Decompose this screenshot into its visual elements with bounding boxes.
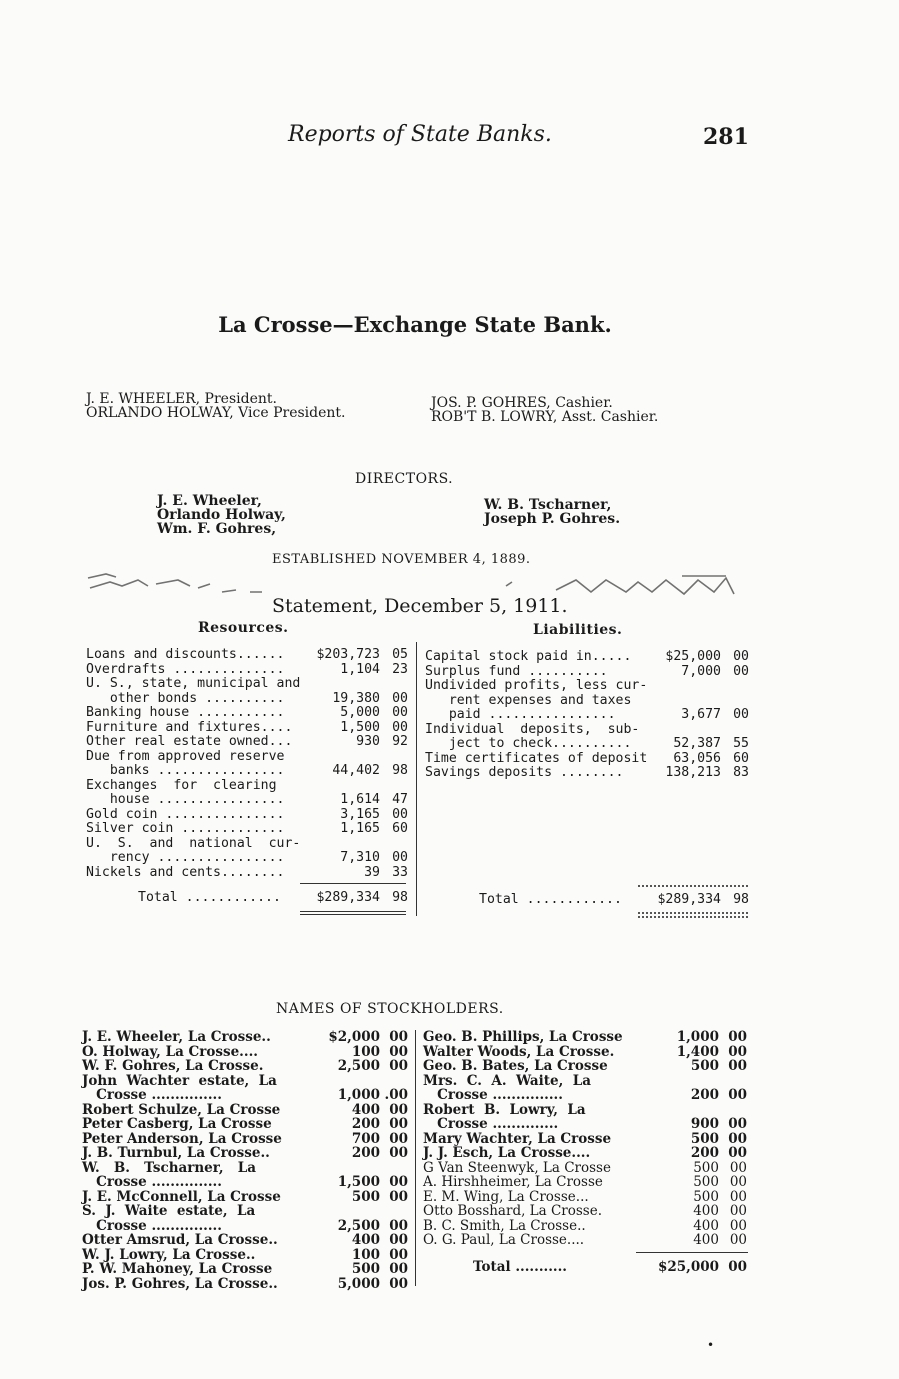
table-row [425, 737, 749, 752]
double-rule [300, 911, 406, 912]
director-name: W. B. Tscharner, [484, 497, 612, 513]
item-amount: 3,677 [681, 707, 721, 722]
liabilities-total-row [425, 893, 749, 908]
stockholders-total-row [423, 1260, 747, 1275]
item-label: Exchanges for clearing [86, 777, 277, 793]
stockholders-right-column [423, 1030, 747, 1248]
stockholder-cents: 00 [389, 1174, 408, 1190]
directors-left [157, 494, 286, 536]
director-name: J. E. Wheeler, [157, 493, 262, 509]
stockholder-name: J. E. Wheeler, La Crosse.. [82, 1029, 271, 1045]
list-item [423, 1045, 747, 1060]
list-item [82, 1175, 408, 1190]
list-item [423, 1175, 747, 1190]
stockholder-amount: 200 [690, 1145, 719, 1161]
item-cents: 00 [733, 649, 749, 664]
item-label: Silver coin ............. [86, 821, 285, 836]
item-cents: 00 [392, 806, 408, 822]
list-item [82, 1059, 408, 1074]
total-amount: $289,334 [316, 890, 380, 905]
stockholder-amount: 500 [690, 1058, 719, 1074]
stockholder-amount: 1,000 [676, 1029, 719, 1045]
stockholder-name: A. Hirshheimer, La Crosse [423, 1174, 603, 1190]
item-cents: 47 [392, 792, 408, 807]
item-amount: 39 [364, 864, 380, 880]
stockholder-name: Peter Anderson, La Crosse [82, 1130, 282, 1147]
officer-cashier: JOS. P. GOHRES, Cashier. [431, 395, 613, 411]
resources-total-row [86, 891, 408, 906]
running-header-title: Reports of State Banks. [288, 122, 552, 147]
stockholder-name: E. M. Wing, La Crosse... [423, 1188, 589, 1205]
item-amount: 1,165 [340, 821, 380, 836]
item-label: Loans and discounts...... [86, 647, 285, 662]
table-row [86, 721, 408, 736]
list-item [423, 1132, 747, 1147]
table-row [86, 808, 408, 823]
stockholders-total-rule [636, 1252, 748, 1253]
item-label: Undivided profits, less cur- [425, 678, 648, 693]
list-item [423, 1030, 747, 1045]
item-cents: 83 [733, 765, 749, 780]
stockholder-amount: 5,000 [337, 1275, 380, 1292]
list-item [423, 1161, 747, 1176]
stockholder-amount: 200 [351, 1116, 380, 1132]
item-amount: $25,000 [665, 649, 721, 664]
list-item [82, 1045, 408, 1060]
stockholder-amount: 2,500 [337, 1217, 380, 1234]
stockholder-name: W. F. Gohres, La Crosse. [82, 1058, 264, 1074]
stockholder-name: Crosse ............... [423, 1087, 563, 1103]
column-divider [416, 642, 417, 916]
item-label: banks ................ [86, 763, 285, 778]
table-row [425, 679, 749, 694]
item-cents: 60 [392, 821, 408, 836]
item-label: Surplus fund .......... [425, 663, 608, 679]
stockholder-cents: 00 [389, 1101, 408, 1118]
item-label: Other real estate owned... [86, 734, 293, 749]
stockholder-amount: 400 [693, 1232, 719, 1248]
table-row [425, 694, 749, 709]
item-label: Banking house ........... [86, 705, 285, 720]
item-cents: 60 [733, 750, 749, 766]
officer-vice-president: ORLANDO HOLWAY, Vice President. [86, 405, 346, 421]
stockholder-amount: 1,400 [676, 1043, 719, 1060]
item-label: rent expenses and taxes [425, 692, 632, 708]
stockholder-amount: 500 [693, 1174, 719, 1190]
stockholder-cents: .00 [384, 1087, 408, 1103]
table-row [425, 650, 749, 665]
director-name: Wm. F. Gohres, [157, 521, 277, 537]
stockholder-cents: 00 [389, 1275, 408, 1292]
stockholders-heading: NAMES OF STOCKHOLDERS. [276, 1001, 504, 1017]
stockholder-name: Crosse ............... [82, 1217, 222, 1234]
list-item [423, 1088, 747, 1103]
stockholder-cents: 00 [389, 1261, 408, 1277]
stray-print-mark: • [707, 1338, 715, 1352]
list-item [82, 1146, 408, 1161]
table-row [86, 735, 408, 750]
stockholder-name: O. Holway, La Crosse.... [82, 1043, 258, 1060]
list-item [82, 1277, 408, 1292]
table-row [86, 851, 408, 866]
stockholder-name: J. B. Turnbul, La Crosse.. [82, 1145, 270, 1161]
stockholder-cents: 00 [389, 1043, 408, 1060]
director-name: Orlando Holway, [157, 507, 286, 523]
stockholder-cents: 00 [389, 1116, 408, 1132]
stockholder-cents: 00 [728, 1043, 747, 1060]
table-row [86, 837, 408, 852]
stockholder-cents: 00 [729, 1217, 747, 1234]
item-cents: 00 [392, 719, 408, 735]
stockholder-name: Jos. P. Gohres, La Crosse.. [82, 1275, 278, 1292]
stockholder-name: Walter Woods, La Crosse. [423, 1043, 615, 1060]
stockholder-name: Peter Casberg, La Crosse [82, 1116, 272, 1132]
item-label: other bonds .......... [86, 690, 285, 706]
stockholder-amount: 2,500 [337, 1058, 380, 1074]
list-item [82, 1161, 408, 1176]
item-amount: 63,056 [673, 750, 721, 766]
liabilities-heading: Liabilities. [533, 622, 623, 638]
total-cents: 00 [728, 1259, 747, 1275]
table-row [425, 723, 749, 738]
item-amount: 44,402 [332, 763, 380, 778]
table-row [425, 766, 749, 781]
resources-heading: Resources. [198, 620, 289, 636]
item-label: Gold coin ............... [86, 806, 285, 822]
stockholder-name: Crosse ............... [82, 1087, 222, 1103]
stockholder-name: Robert B. Lowry, La [423, 1101, 586, 1118]
item-amount: 52,387 [673, 736, 721, 751]
total-label: Total ............ [138, 890, 281, 905]
table-row [86, 750, 408, 765]
list-item [82, 1262, 408, 1277]
stockholder-amount: 200 [690, 1087, 719, 1103]
officers-left [86, 392, 346, 420]
table-row [86, 692, 408, 707]
officers-right [431, 396, 658, 424]
stockholder-name: Otter Amsrud, La Crosse.. [82, 1232, 278, 1248]
item-amount: 7,000 [681, 663, 721, 679]
item-cents: 33 [392, 864, 408, 880]
stockholder-cents: 00 [389, 1188, 408, 1205]
stockholder-name: S. J. Waite estate, La [82, 1203, 256, 1219]
stockholder-amount: 500 [690, 1130, 719, 1147]
subtotal-rule [300, 883, 406, 884]
director-name: Joseph P. Gohres. [484, 511, 621, 527]
item-cents: 92 [392, 734, 408, 749]
item-amount: 1,104 [340, 661, 380, 677]
list-item [423, 1059, 747, 1074]
stockholder-cents: 00 [728, 1145, 747, 1161]
item-label: Savings deposits ........ [425, 765, 624, 780]
item-label: U. S. and national cur- [86, 835, 301, 851]
list-item [82, 1204, 408, 1219]
stockholder-cents: 00 [729, 1159, 747, 1176]
item-cents: 00 [392, 690, 408, 706]
list-item [82, 1030, 408, 1045]
stockholder-name: B. C. Smith, La Crosse.. [423, 1217, 586, 1234]
item-amount: 1,500 [340, 719, 380, 735]
table-row [425, 708, 749, 723]
item-amount: 5,000 [340, 705, 380, 720]
page-number: 281 [703, 124, 749, 150]
total-amount: $289,334 [657, 892, 721, 907]
list-item [82, 1088, 408, 1103]
total-label: Total ........... [473, 1259, 568, 1275]
item-amount: 3,165 [340, 806, 380, 822]
stockholder-name: W. J. Lowry, La Crosse.. [82, 1246, 256, 1263]
item-label: paid ................ [425, 707, 616, 722]
item-cents: 98 [392, 763, 408, 778]
table-row [86, 648, 408, 663]
stockholder-cents: 00 [389, 1145, 408, 1161]
table-row [425, 752, 749, 767]
stockholder-name: J. J. Esch, La Crosse.... [423, 1145, 591, 1161]
table-row [86, 793, 408, 808]
stockholder-cents: 00 [729, 1188, 747, 1205]
item-amount: $203,723 [316, 647, 380, 662]
stockholder-name: Geo. B. Bates, La Crosse [423, 1058, 608, 1074]
table-row [86, 779, 408, 794]
total-amount: $25,000 [657, 1259, 719, 1275]
item-label: Due from approved reserve [86, 748, 285, 764]
total-label: Total ............ [479, 892, 622, 907]
item-cents: 00 [392, 705, 408, 720]
item-label: ject to check.......... [425, 736, 632, 751]
item-cents: 05 [392, 647, 408, 662]
item-label: Nickels and cents........ [86, 864, 285, 880]
table-row [86, 663, 408, 678]
stockholder-cents: 00 [728, 1029, 747, 1045]
print-noise-marks [86, 568, 736, 598]
statement-date: Statement, December 5, 1911. [272, 595, 568, 617]
table-row [86, 866, 408, 881]
list-item [82, 1219, 408, 1234]
stockholder-cents: 00 [728, 1130, 747, 1147]
item-label: Individual deposits, sub- [425, 721, 640, 737]
item-label: Capital stock paid in..... [425, 649, 632, 664]
stockholder-amount: 100 [351, 1043, 380, 1060]
item-amount: 138,213 [665, 765, 721, 780]
list-item [82, 1074, 408, 1089]
stockholder-cents: 00 [729, 1203, 747, 1219]
list-item [82, 1248, 408, 1263]
stockholder-amount: 900 [690, 1116, 719, 1132]
list-item [423, 1190, 747, 1205]
stockholder-name: O. G. Paul, La Crosse.... [423, 1232, 585, 1248]
stockholder-cents: 00 [728, 1058, 747, 1074]
stockholder-cents: 00 [729, 1232, 747, 1248]
stockholder-name: J. E. McConnell, La Crosse [82, 1188, 281, 1205]
stockholder-name: Crosse .............. [423, 1116, 559, 1132]
stockholder-cents: 00 [389, 1058, 408, 1074]
list-item [423, 1074, 747, 1089]
table-row [425, 665, 749, 680]
item-cents: 23 [392, 661, 408, 677]
stockholder-name: Mrs. C. A. Waite, La [423, 1072, 591, 1089]
stockholder-name: John Wachter estate, La [82, 1072, 277, 1089]
stockholder-cents: 00 [389, 1232, 408, 1248]
item-label: Overdrafts .............. [86, 661, 285, 677]
stockholders-column-divider [415, 1030, 416, 1286]
stockholder-name: W. B. Tscharner, La [82, 1159, 256, 1176]
stockholder-cents: 00 [728, 1087, 747, 1103]
item-label: U. S., state, municipal and [86, 676, 301, 691]
list-item [423, 1117, 747, 1132]
stockholder-amount: 500 [693, 1188, 719, 1205]
list-item [82, 1132, 408, 1147]
stockholder-amount: 100 [351, 1246, 380, 1263]
item-amount: 19,380 [332, 690, 380, 706]
stockholder-amount: 500 [693, 1159, 719, 1176]
stockholder-cents: 00 [389, 1130, 408, 1147]
directors-heading: DIRECTORS. [355, 471, 454, 487]
list-item [82, 1190, 408, 1205]
stockholders-left-column [82, 1030, 408, 1291]
table-row [86, 706, 408, 721]
stockholder-amount: 700 [351, 1130, 380, 1147]
item-label: house ................ [86, 792, 285, 807]
item-cents: 00 [733, 707, 749, 722]
stockholder-cents: 00 [389, 1029, 408, 1045]
resources-table [86, 648, 408, 880]
stockholder-amount: $2,000 [328, 1029, 380, 1045]
list-item [82, 1233, 408, 1248]
stockholder-name: Geo. B. Phillips, La Crosse [423, 1029, 623, 1045]
stockholder-name: G Van Steenwyk, La Crosse [423, 1159, 611, 1176]
table-row [86, 822, 408, 837]
total-cents: 98 [733, 892, 749, 907]
stockholder-amount: 400 [351, 1101, 380, 1118]
item-cents: 55 [733, 736, 749, 751]
list-item [82, 1117, 408, 1132]
stockholder-name: Crosse ............... [82, 1174, 222, 1190]
stockholder-amount: 400 [351, 1232, 380, 1248]
stockholder-name: Otto Bosshard, La Crosse. [423, 1203, 603, 1219]
item-label: Time certificates of deposit [425, 750, 648, 766]
stockholder-amount: 400 [693, 1203, 719, 1219]
table-row [86, 677, 408, 692]
stockholder-cents: 00 [389, 1217, 408, 1234]
stockholder-amount: 400 [693, 1217, 719, 1234]
stockholder-name: Robert Schulze, La Crosse [82, 1101, 281, 1118]
double-rule [638, 916, 748, 918]
list-item [423, 1204, 747, 1219]
item-label: Furniture and fixtures.... [86, 719, 293, 735]
item-amount: 930 [356, 734, 380, 749]
stockholder-cents: 00 [728, 1116, 747, 1132]
stockholder-amount: 200 [351, 1145, 380, 1161]
item-amount: 7,310 [340, 850, 380, 865]
total-cents: 98 [392, 890, 408, 905]
stockholder-amount: 500 [351, 1188, 380, 1205]
stockholder-amount: 1,500 [337, 1174, 380, 1190]
list-item [82, 1103, 408, 1118]
double-rule [638, 912, 748, 914]
officer-president: J. E. WHEELER, President. [86, 391, 277, 407]
item-amount: 1,614 [340, 792, 380, 807]
bank-title: La Crosse—Exchange State Bank. [218, 312, 612, 337]
stockholder-cents: 00 [729, 1174, 747, 1190]
list-item [423, 1219, 747, 1234]
directors-right [484, 498, 620, 526]
stockholder-name: Mary Wachter, La Crosse [423, 1130, 612, 1147]
stockholder-amount: 500 [351, 1261, 380, 1277]
liabilities-table [425, 650, 749, 781]
officer-assistant-cashier: ROB'T B. LOWRY, Asst. Cashier. [431, 409, 659, 425]
list-item [423, 1233, 747, 1248]
list-item [423, 1146, 747, 1161]
item-cents: 00 [392, 850, 408, 865]
stockholder-amount: 1,000 [337, 1087, 380, 1103]
list-item [423, 1103, 747, 1118]
double-rule [300, 914, 406, 915]
subtotal-rule [638, 885, 748, 887]
stockholder-cents: 00 [389, 1246, 408, 1263]
item-label: rency ................ [86, 850, 285, 865]
established-line: ESTABLISHED NOVEMBER 4, 1889. [272, 552, 531, 567]
stockholder-name: P. W. Mahoney, La Crosse [82, 1261, 273, 1277]
table-row [86, 764, 408, 779]
item-cents: 00 [733, 663, 749, 679]
